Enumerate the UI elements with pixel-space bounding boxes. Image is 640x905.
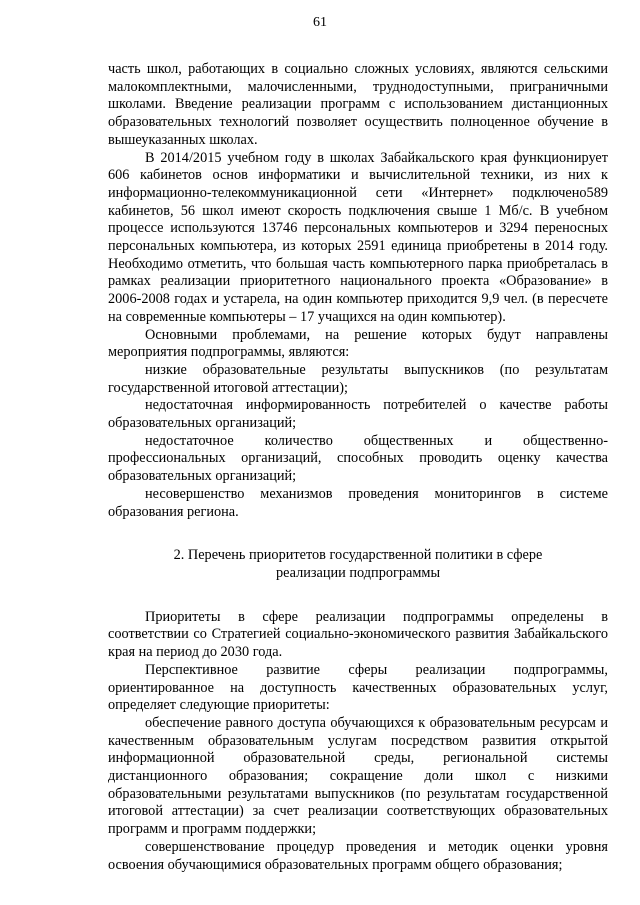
- paragraph: часть школ, работающих в социально сложных условиях, являются сельскими малокомплектными, малочисленными, труднодоступными, приграничными школами. Введение реализации программ с использованием дистанционных образовательных технологий позволяет осуществить полноценное обучение в вышеуказанных школах.: [108, 61, 608, 148]
- page-number: 61: [313, 15, 327, 30]
- paragraph: совершенствование процедур проведения и методик оценки уровня освоения обучающимися образовательных программ общего образования;: [108, 838, 608, 873]
- paragraph: В 2014/2015 учебном году в школах Забайкальского края функционирует 606 кабинетов основ информатики и вычислительной техники, из них к информационно-телекоммуникационной сети «Интернет» подключено589 кабинетов, 56 школ имеют скорость подключения свыше 1 Мб/с. В учебном процессе используются 13746 персональных компьютеров и 3294 переносных персональных компьютера, из которых 2591 единица приобретены в 2014 году. Необходимо отметить, что большая часть компьютерного парка приобреталась в рамках реализации приоритетного национального проекта «Образование» в 2006-2008 годах и устарела, на один компьютер приходится 9,9 чел. (в пересчете на современные компьютеры – 17 учащихся на один компьютер).: [108, 149, 608, 325]
- paragraph: несовершенство механизмов проведения мониторингов в системе образования региона.: [108, 485, 608, 520]
- section-heading-line-1: 2. Перечень приоритетов государственной политики в сфере: [173, 547, 543, 564]
- priorities-section: [108, 609, 608, 875]
- paragraph: Приоритеты в сфере реализации подпрограммы определены в соответствии со Стратегией социально-экономического развития Забайкальского края на период до 2030 года.: [108, 608, 608, 661]
- paragraph: Основными проблемами, на решение которых будут направлены мероприятия подпрограммы, являются:: [108, 326, 608, 361]
- paragraph: обеспечение равного доступа обучающихся к образовательным ресурсам и качественным образовательным услугам посредством развития открытой информационной образовательной среды, региональной системы дистанционного образования; сокращение доли школ с низкими образовательными результатами выпускников (по результатам государственной итоговой аттестации) за счет реализации соответствующих образовательных программ и программ поддержки;: [108, 714, 608, 838]
- section-heading: [108, 547, 608, 582]
- section-heading-line-2: реализации подпрограммы: [275, 564, 441, 581]
- paragraph: недостаточная информированность потребителей о качестве работы образовательных организаций;: [108, 397, 608, 432]
- intro-section: [108, 61, 608, 521]
- paragraph: низкие образовательные результаты выпускников (по результатам государственной итоговой аттестации);: [108, 361, 608, 396]
- paragraph: недостаточное количество общественных и общественно-профессиональных организаций, способных проводить оценку качества образовательных организаций;: [108, 432, 608, 485]
- document-body: [108, 61, 608, 874]
- paragraph: Перспективное развитие сферы реализации подпрограммы, ориентированное на доступность качественных образовательных услуг, определяет следующие приоритеты:: [108, 661, 608, 714]
